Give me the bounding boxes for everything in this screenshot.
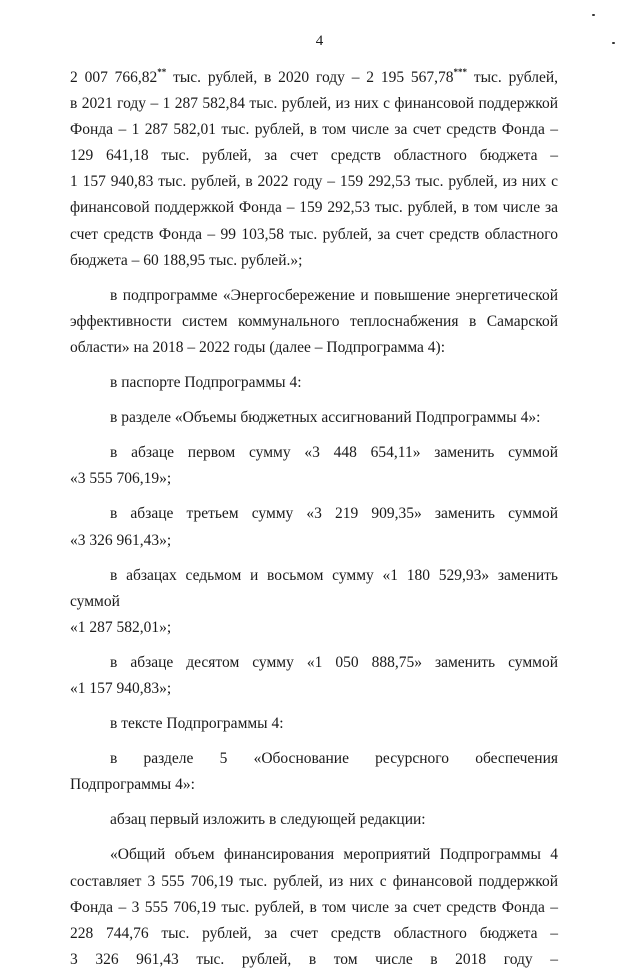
text-line: в паспорте Подпрограммы 4: [110,374,302,392]
text-line: в абзаце первом сумму «3 448 654,11» заменить суммой [110,444,558,462]
scan-mark [612,42,615,44]
text-line: Подпрограммы 4»: [70,776,195,794]
text-line: 129 641,18 тыс. рублей, за счет средств областного бюджета – [70,147,558,165]
text-line: в абзаце третьем сумму «3 219 909,35» заменить суммой [110,505,558,523]
text-line: «Общий объем финансирования мероприятий Подпрограммы 4 [110,846,558,864]
text-line: в подпрограмме «Энергосбережение и повышение энергетической [110,286,558,304]
text-line: бюджета – 60 188,95 тыс. рублей.»; [70,251,303,269]
text-line: в разделе «Объемы бюджетных ассигнований Подпрограммы 4»: [110,409,541,427]
text-line: финансовой поддержкой Фонда – 159 292,53 тыс. рублей, в том числе за [70,199,558,217]
document-body [70,65,558,973]
text-line: Фонда – 1 287 582,01 тыс. рублей, в том числе за счет средств Фонда – [70,121,558,139]
text-line: в абзацах седьмом и восьмом сумму «1 180 529,93» заменить суммой [70,566,558,610]
text-line: составляет 3 555 706,19 тыс. рублей, из них с финансовой поддержкой [70,872,558,890]
text-line: в 2021 году – 1 287 582,84 тыс. рублей, из них с финансовой поддержкой [70,95,558,113]
text-line: эффективности систем коммунального теплоснабжения в Самарской [70,312,558,330]
text-line: 228 744,76 тыс. рублей, за счет средств областного бюджета – [70,924,558,942]
text-line: «3 555 706,19»; [70,470,172,488]
text-line: Фонда – 3 555 706,19 тыс. рублей, в том числе за счет средств Фонда – [70,898,558,916]
text-line: «3 326 961,43»; [70,531,172,549]
text-line: «1 157 940,83»; [70,679,172,697]
text-line: 3 326 961,43 тыс. рублей, в том числе в 2018 году – [70,950,558,968]
text-line: области» на 2018 – 2022 годы (далее – Подпрограмма 4): [70,338,446,356]
text-line: абзац первый изложить в следующей редакции: [110,811,426,829]
text-line: в абзаце десятом сумму «1 050 888,75» заменить суммой [110,653,558,671]
text-line: 2 007 766,82** тыс. рублей, в 2020 году – 2 195 567,78*** тыс. рублей, [70,67,558,86]
page-number: 4 [315,33,324,49]
text-line: в разделе 5 «Обоснование ресурсного обеспечения [110,750,558,768]
text-line: счет средств Фонда – 99 103,58 тыс. рублей, за счет средств областного [70,225,558,243]
text-line: «1 287 582,01»; [70,618,172,636]
text-line: 1 157 940,83 тыс. рублей, в 2022 году – 159 292,53 тыс. рублей, из них с [70,173,558,191]
text-line: в тексте Подпрограммы 4: [110,715,284,733]
scan-mark [592,14,595,16]
